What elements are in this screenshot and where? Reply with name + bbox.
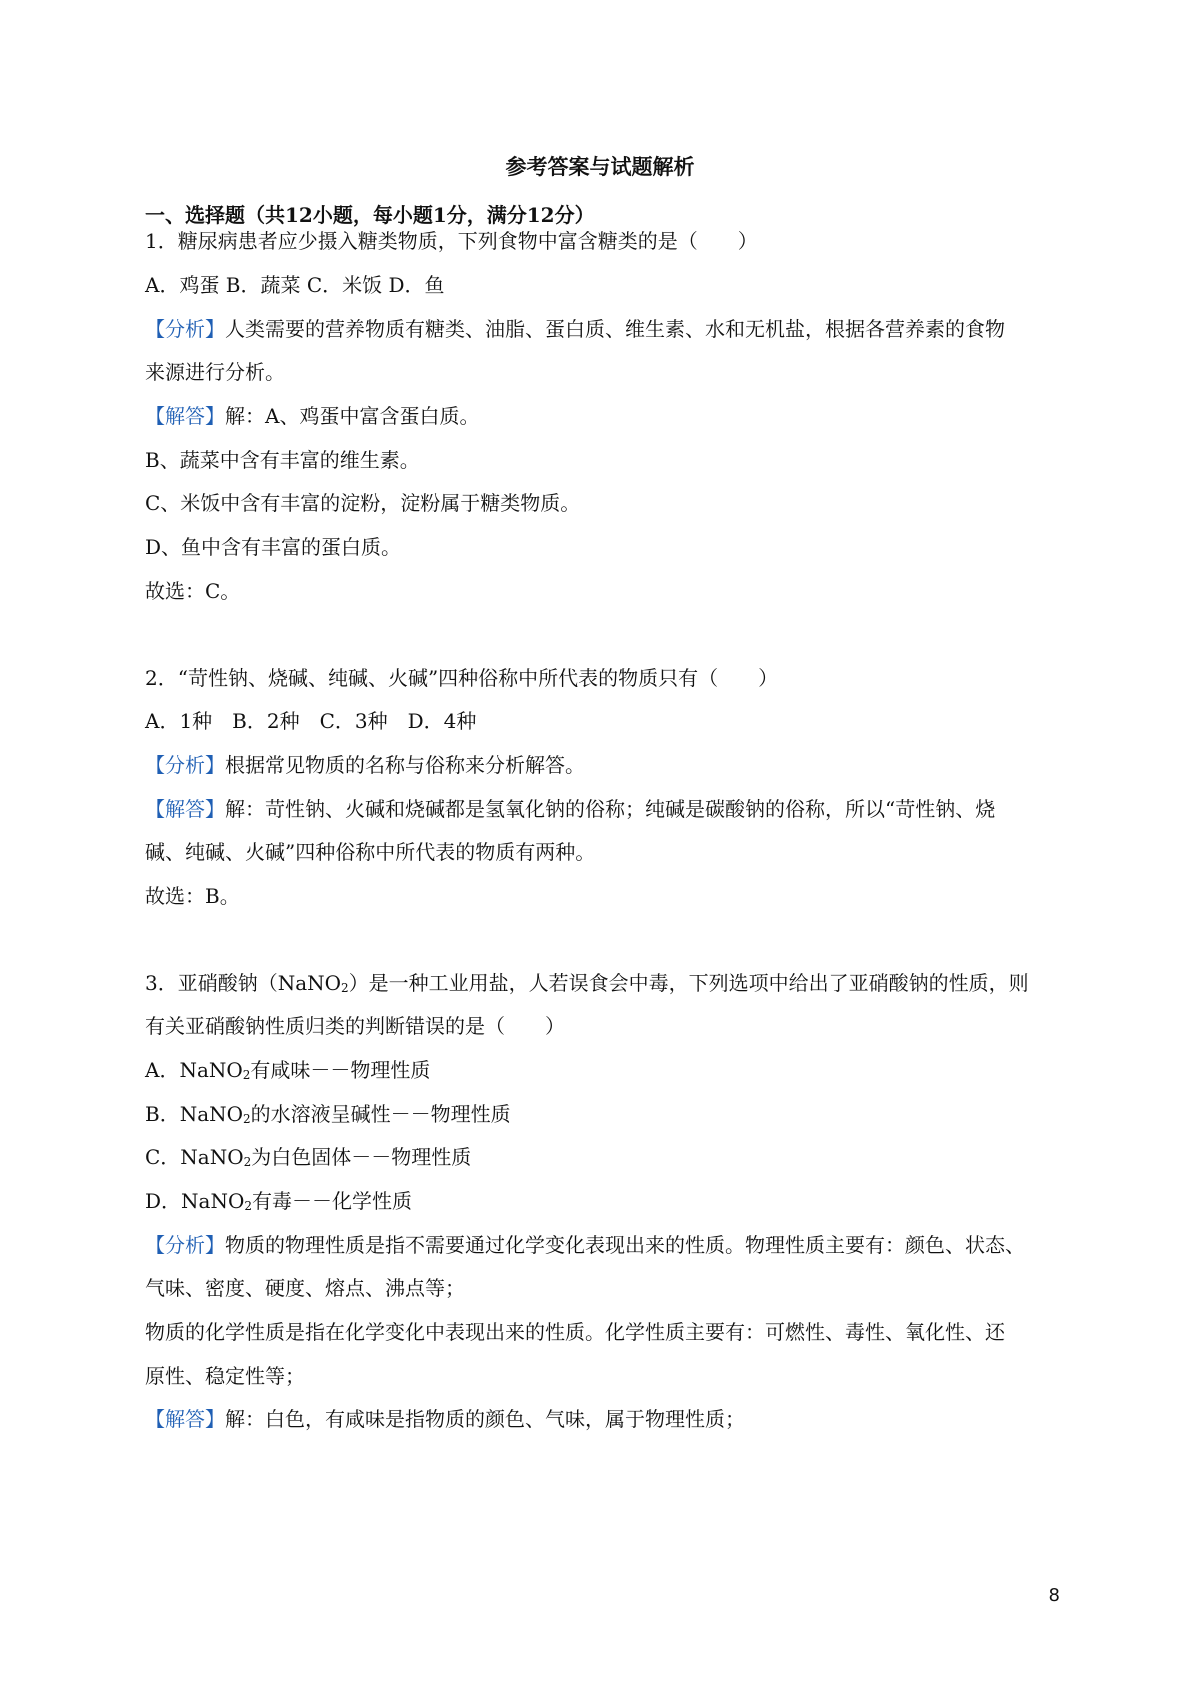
q2-answer-cont: 碱、纯碱、火碱”四种俗称中所代表的物质有两种。 xyxy=(145,840,596,864)
q3-option-d-post: 有毒－－化学性质 xyxy=(252,1189,412,1213)
q3-option-b-post: 的水溶液呈碱性－－物理性质 xyxy=(250,1102,511,1126)
q2-analysis-text: 根据常见物质的名称与俗称来分析解答。 xyxy=(225,753,585,777)
analysis-tag: 【分析】 xyxy=(145,1233,225,1257)
q1-answer-c: C、米饭中含有丰富的淀粉，淀粉属于糖类物质。 xyxy=(145,491,581,515)
q3-stem-sub: 2 xyxy=(341,981,349,995)
q3-stem-post: ）是一种工业用盐，人若误食会中毒，下列选项中给出了亚硝酸钠的性质，则 xyxy=(348,971,1029,995)
q3-option-b xyxy=(145,1099,511,1134)
q3-option-b-sub: 2 xyxy=(243,1112,251,1126)
q1-stem: 1．糖尿病患者应少摄入糖类物质，下列食物中富含糖类的是（ ） xyxy=(145,229,758,253)
q1-analysis xyxy=(145,314,1005,344)
answer-tag: 【解答】 xyxy=(145,404,225,428)
q3-option-b-pre: B．NaNO xyxy=(145,1102,244,1126)
q2-answer-text: 解：苛性钠、火碱和烧碱都是氢氧化钠的俗称；纯碱是碳酸钠的俗称，所以“苛性钠、烧 xyxy=(225,797,996,821)
q3-answer xyxy=(145,1404,745,1434)
q3-option-d-pre: D．NaNO xyxy=(145,1189,245,1213)
q3-analysis-cont: 气味、密度、硬度、熔点、沸点等； xyxy=(145,1276,465,1300)
q1-answer xyxy=(145,401,479,431)
q2-analysis xyxy=(145,750,585,780)
q3-analysis xyxy=(145,1230,1025,1260)
q1-analysis-cont: 来源进行分析。 xyxy=(145,360,285,384)
q3-option-a-post: 有咸味－－物理性质 xyxy=(250,1058,431,1082)
q3-option-c-sub: 2 xyxy=(243,1155,252,1169)
answer-tag: 【解答】 xyxy=(145,1407,225,1431)
q3-analysis-chem: 物质的化学性质是指在化学变化中表现出来的性质。化学性质主要有：可燃性、毒性、氧化性、还 xyxy=(145,1320,1005,1344)
q2-options: A．1种 B．2种 C．3种 D．4种 xyxy=(145,709,477,733)
section-heading: 一、选择题（共12小题，每小题1分，满分12分） xyxy=(145,203,595,227)
analysis-tag: 【分析】 xyxy=(145,753,225,777)
q2-stem: 2．“苛性钠、烧碱、纯碱、火碱”四种俗称中所代表的物质只有（ ） xyxy=(145,666,779,690)
q2-answer xyxy=(145,794,995,824)
q3-stem-cont: 有关亚硝酸钠性质归类的判断错误的是（ ） xyxy=(145,1014,565,1038)
q1-answer-d: D、鱼中含有丰富的蛋白质。 xyxy=(145,535,402,559)
q3-option-c xyxy=(145,1142,471,1177)
q1-answer-text: 解：A、鸡蛋中富含蛋白质。 xyxy=(225,404,480,428)
q3-option-c-pre: C．NaNO xyxy=(145,1145,244,1169)
page-number: 8 xyxy=(1048,1585,1060,1606)
q1-choice: 故选：C。 xyxy=(145,579,241,603)
q3-option-d xyxy=(145,1186,412,1221)
page-title: 参考答案与试题解析 xyxy=(505,154,695,179)
q3-answer-text: 解：白色，有咸味是指物质的颜色、气味，属于物理性质； xyxy=(225,1407,745,1431)
q2-choice: 故选：B。 xyxy=(145,884,240,908)
q1-answer-b: B、蔬菜中含有丰富的维生素。 xyxy=(145,448,420,472)
q3-analysis-text: 物质的物理性质是指不需要通过化学变化表现出来的性质。物理性质主要有：颜色、状态、 xyxy=(225,1233,1025,1257)
q3-option-a-pre: A．NaNO xyxy=(145,1058,243,1082)
q3-option-a xyxy=(145,1055,430,1090)
q1-analysis-text: 人类需要的营养物质有糖类、油脂、蛋白质、维生素、水和无机盐，根据各营养素的食物 xyxy=(225,317,1005,341)
q1-options: A．鸡蛋 B．蔬菜 C．米饭 D．鱼 xyxy=(145,273,445,297)
answer-tag: 【解答】 xyxy=(145,797,225,821)
analysis-tag: 【分析】 xyxy=(145,317,225,341)
q3-option-c-post: 为白色固体－－物理性质 xyxy=(251,1145,472,1169)
q3-stem-pre: 3．亚硝酸钠（NaNO xyxy=(145,971,342,995)
q3-option-d-sub: 2 xyxy=(244,1199,252,1213)
q3-stem xyxy=(145,968,1029,1003)
q3-option-a-sub: 2 xyxy=(242,1068,251,1082)
q3-analysis-chem-cont: 原性、稳定性等； xyxy=(145,1364,305,1388)
